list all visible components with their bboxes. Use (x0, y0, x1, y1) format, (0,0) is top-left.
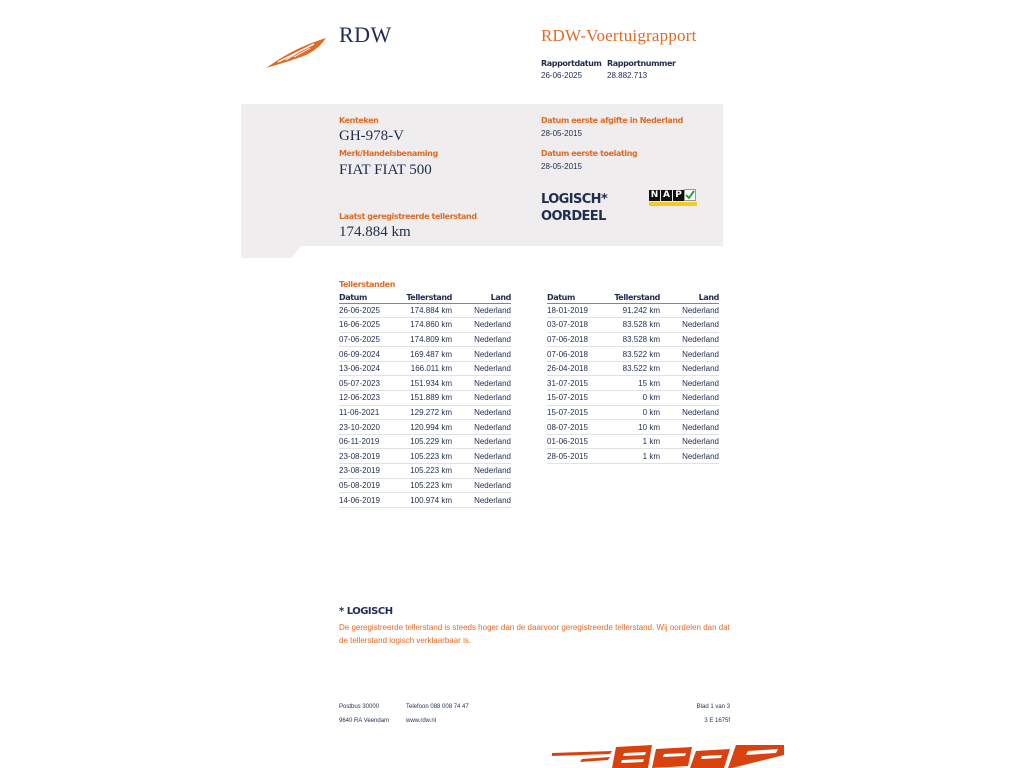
cell-country: Nederland (452, 449, 511, 464)
cell-country: Nederland (660, 303, 719, 318)
vehicle-info-panel (241, 104, 723, 258)
footer-phone: Telefoon 088 008 74 47 (406, 704, 469, 710)
cell-country: Nederland (660, 361, 719, 376)
footnote-title: * LOGISCH (339, 606, 393, 617)
cell-date: 06-11-2019 (339, 434, 397, 449)
cell-date: 31-07-2015 (547, 376, 605, 391)
cell-country: Nederland (452, 303, 511, 318)
cell-country: Nederland (452, 405, 511, 420)
cell-date: 23-08-2019 (339, 449, 397, 464)
cell-reading: 83.528 km (605, 332, 660, 347)
readings-table-right (547, 293, 719, 464)
table-row (547, 405, 719, 420)
cell-reading: 120.994 km (397, 420, 452, 435)
cell-date: 23-10-2020 (339, 420, 397, 435)
cell-reading: 83.522 km (605, 347, 660, 362)
col-country-header: Land (452, 293, 511, 303)
table-row (339, 361, 511, 376)
cell-date: 07-06-2018 (547, 332, 605, 347)
cell-country: Nederland (660, 434, 719, 449)
table-row (339, 303, 511, 318)
cell-country: Nederland (660, 318, 719, 333)
cell-country: Nederland (452, 376, 511, 391)
cell-reading: 174.809 km (397, 332, 452, 347)
cell-date: 12-06-2023 (339, 391, 397, 406)
cell-date: 11-06-2021 (339, 405, 397, 420)
cell-date: 03-07-2018 (547, 318, 605, 333)
plate-label: Kenteken (339, 116, 379, 125)
cell-reading: 15 km (605, 376, 660, 391)
cell-country: Nederland (452, 478, 511, 493)
table-row (547, 347, 719, 362)
cell-country: Nederland (660, 420, 719, 435)
cell-reading: 105.223 km (397, 478, 452, 493)
report-number-value: 28.882.713 (607, 71, 648, 80)
plate-value: GH-978-V (339, 128, 404, 144)
table-row (339, 347, 511, 362)
table-row (339, 434, 511, 449)
table-row (339, 478, 511, 493)
cell-country: Nederland (452, 493, 511, 508)
cell-country: Nederland (660, 347, 719, 362)
cell-reading: 174.884 km (397, 303, 452, 318)
nap-logo (649, 189, 697, 207)
cell-date: 13-06-2024 (339, 361, 397, 376)
col-date-header: Datum (339, 293, 397, 303)
first-issue-value: 28-05-2015 (541, 129, 582, 138)
cell-country: Nederland (660, 405, 719, 420)
cell-country: Nederland (452, 347, 511, 362)
make-value: FIAT FIAT 500 (339, 162, 432, 178)
cell-date: 23-08-2019 (339, 464, 397, 479)
cell-date: 07-06-2025 (339, 332, 397, 347)
table-row (339, 391, 511, 406)
footer-postcode: 9640 RA Veendam (339, 718, 390, 724)
footer-page: Blad 1 van 3 (696, 704, 730, 710)
table-row (339, 332, 511, 347)
cell-date: 08-07-2015 (547, 420, 605, 435)
cell-date: 15-07-2015 (547, 405, 605, 420)
readings-left-body (339, 303, 511, 507)
table-row (547, 434, 719, 449)
cell-reading: 83.522 km (605, 361, 660, 376)
report-title: RDW-Voertuigrapport (541, 26, 697, 45)
cell-country: Nederland (660, 391, 719, 406)
cell-date: 26-06-2025 (339, 303, 397, 318)
readings-right-body (547, 303, 719, 464)
cell-date: 16-06-2025 (339, 318, 397, 333)
cell-country: Nederland (660, 332, 719, 347)
table-row (547, 420, 719, 435)
first-issue-label: Datum eerste afgifte in Nederland (541, 116, 683, 125)
nap-letter-a: A (661, 190, 672, 201)
cell-date: 06-09-2024 (339, 347, 397, 362)
cell-date: 15-07-2015 (547, 391, 605, 406)
cell-reading: 169.487 km (397, 347, 452, 362)
check-icon (684, 189, 696, 201)
first-admission-label: Datum eerste toelating (541, 149, 638, 158)
cell-reading: 0 km (605, 405, 660, 420)
table-row (339, 318, 511, 333)
odometer-label: Laatst geregistreerde tellerstand (339, 212, 477, 221)
decorative-stripes-icon (552, 745, 784, 768)
cell-reading: 100.974 km (397, 493, 452, 508)
cell-country: Nederland (660, 376, 719, 391)
report-number-label: Rapportnummer (607, 59, 676, 68)
cell-country: Nederland (452, 332, 511, 347)
table-row (547, 332, 719, 347)
table-row (339, 420, 511, 435)
table-row (547, 303, 719, 318)
table-header-row (547, 293, 719, 303)
table-row (339, 464, 511, 479)
first-admission-value: 28-05-2015 (541, 162, 582, 171)
table-row (339, 493, 511, 508)
cell-date: 01-06-2015 (547, 434, 605, 449)
footer-postbus: Postbus 30000 (339, 704, 380, 710)
col-reading-header: Tellerstand (397, 293, 452, 303)
cell-reading: 151.934 km (397, 376, 452, 391)
cell-reading: 151.889 km (397, 391, 452, 406)
cell-reading: 1 km (605, 434, 660, 449)
table-row (547, 361, 719, 376)
col-country-header: Land (660, 293, 719, 303)
report-date-value: 26-06-2025 (541, 71, 582, 80)
table-row (547, 391, 719, 406)
nap-letter-p: P (673, 190, 684, 201)
col-date-header: Datum (547, 293, 605, 303)
cell-reading: 129.272 km (397, 405, 452, 420)
cell-reading: 105.223 km (397, 449, 452, 464)
cell-reading: 83.528 km (605, 318, 660, 333)
rdw-logo-feather-icon (264, 34, 330, 70)
table-row (547, 449, 719, 464)
cell-reading: 105.223 km (397, 464, 452, 479)
footnote-text: De geregistreerde tellerstand is steeds hoger dan de daarvoor geregistreerde tellerstand. Wij oordelen dan dat de tellerstand logisch verklaarbaar is. (339, 623, 730, 645)
make-label: Merk/Handelsbenaming (339, 149, 438, 158)
cell-date: 18-01-2019 (547, 303, 605, 318)
cell-date: 28-05-2015 (547, 449, 605, 464)
cell-country: Nederland (452, 391, 511, 406)
cell-reading: 10 km (605, 420, 660, 435)
cell-date: 26-04-2018 (547, 361, 605, 376)
cell-reading: 91.242 km (605, 303, 660, 318)
table-header-row (339, 293, 511, 303)
cell-reading: 174.860 km (397, 318, 452, 333)
cell-date: 14-06-2019 (339, 493, 397, 508)
cell-reading: 0 km (605, 391, 660, 406)
readings-table-left (339, 293, 511, 508)
table-row (547, 376, 719, 391)
cell-country: Nederland (452, 420, 511, 435)
cell-country: Nederland (452, 434, 511, 449)
table-row (339, 376, 511, 391)
cell-country: Nederland (452, 318, 511, 333)
cell-country: Nederland (452, 361, 511, 376)
report-date-label: Rapportdatum (541, 59, 602, 68)
cell-date: 05-08-2019 (339, 478, 397, 493)
verdict-text (541, 191, 607, 225)
cell-date: 07-06-2018 (547, 347, 605, 362)
verdict-line2: OORDEEL (541, 209, 606, 224)
footer-code: 3 E 1675f (704, 718, 730, 724)
table-row (339, 405, 511, 420)
cell-date: 05-07-2023 (339, 376, 397, 391)
logo-text: RDW (339, 22, 392, 47)
cell-country: Nederland (452, 464, 511, 479)
cell-reading: 105.229 km (397, 434, 452, 449)
cell-reading: 1 km (605, 449, 660, 464)
odometer-value: 174.884 km (339, 224, 411, 240)
footer-web: www.rdw.nl (406, 718, 437, 724)
cell-reading: 166.011 km (397, 361, 452, 376)
readings-title: Tellerstanden (339, 280, 396, 289)
nap-letter-n: N (650, 190, 659, 200)
nap-logo-bar (649, 202, 697, 206)
col-reading-header: Tellerstand (605, 293, 660, 303)
verdict-line1: LOGISCH* (541, 192, 608, 207)
table-row (547, 318, 719, 333)
table-row (339, 449, 511, 464)
cell-country: Nederland (660, 449, 719, 464)
